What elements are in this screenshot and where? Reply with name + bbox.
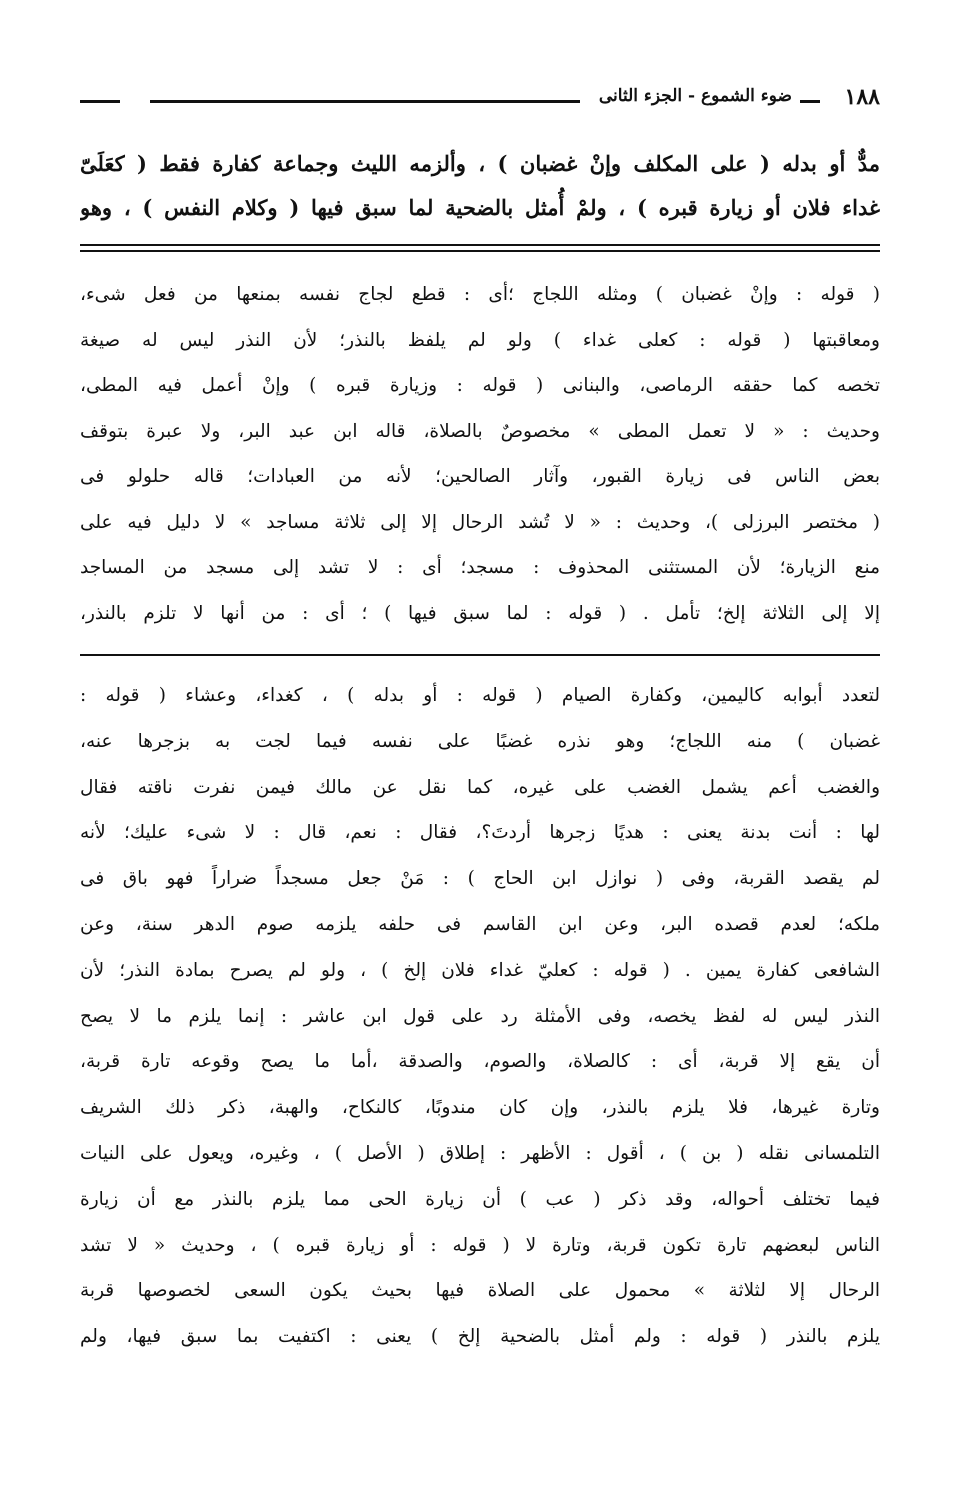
section-divider-rule	[80, 654, 880, 656]
commentary-line: والغضب أعم يشمل الغضب على غيره، كما نقل عن مالك فيمن نفرت ناقته فقال	[80, 776, 880, 798]
header-rule-end	[80, 100, 120, 103]
commentary-line: يلزم بالنذر ( قوله : ولم أمثل بالضحية إلخ ) يعنى : اكتفيت بما سبق فيها، ولم	[80, 1326, 880, 1348]
main-text-line: غداء فلان أو زيارة قبره ) ، ولمْ أُمثل بالضحية لما سبق فيها ( وكلام النفس ) ، وهو	[80, 195, 880, 220]
running-header	[80, 80, 880, 112]
commentary-line: وتارة غيرها، فلا يلزم بالنذر، وإن كان مندوبًا، كالنكاح، والهبة، ذكر ذلك الشريف	[80, 1097, 880, 1119]
commentary-section-1	[80, 272, 880, 636]
header-rule-long	[150, 100, 580, 103]
commentary-line: الرحال إلا لثلاثة » محمول على الصلاة فيها بحيث يكون السعى لخصوصها قربة	[80, 1280, 880, 1302]
double-rule-bottom	[80, 250, 880, 252]
commentary-line: منع الزيارة؛ لأن المستثنى المحذوف : مسجد؛ أى : لا تشد إلى مسجد من المساجد	[80, 557, 880, 578]
main-text-line: مدٌّ أو بدله ( على المكلف وإنْ غضبان ) ، وألزمه الليث وجماعة كفارة فقط ( كعَلَىّ	[80, 151, 880, 176]
double-rule-top	[80, 244, 880, 246]
commentary-line: ( مختصر البرزلى )، وحديث : « لا تُشد الرحال إلا إلى ثلاثة مساجد » لا دليل فيه على	[80, 511, 880, 533]
commentary-line: لتعدد أبوابه كاليمين، وكفارة الصيام ( قوله : أو بدله ) ، كغداء، وعشاء ( قوله :	[80, 685, 880, 706]
commentary-line: غضبان ) منه اللجاج؛ وهو نذره غضبًا على نفسه فيما لجت به بزجرها عنه،	[80, 730, 880, 752]
commentary-line: بعض الناس فى زيارة القبور، وآثار الصالحين؛ لأنه من العبادات؛ قاله حلولو فى	[80, 466, 880, 487]
commentary-line: التلمسانى نقله ( بن ) ، أقول : الأظهر : إطلاق ( الأصل ) ، وغيره، ويعول على النيات	[80, 1142, 880, 1164]
header-rule-short	[800, 100, 820, 103]
commentary-line: ملكه؛ لعدم قصده البر، وعن ابن القاسم فى حلفه يلزمه صوم الدهر سنة، وعن	[80, 913, 880, 935]
commentary-line: لها : أنت بدنة يعنى : هديًا زجرها أردتَ؟، فقال : نعم، قال : لا شىء عليك؛ لأنه	[80, 822, 880, 844]
commentary-line: ومعاقبتها ( قوله : كعلى غداء ) ولو لم يلفظ بالنذر؛ لأن النذر ليس له صيغة	[80, 329, 880, 351]
commentary-line: ( قوله : وإنْ غضبان ) ومثله اللجاج ؛أى : قطع لجاج نفسه بمنعها من فعل شىء،	[80, 284, 880, 305]
commentary-section-2	[80, 673, 880, 1360]
running-title: ضوء الشموع - الجزء الثانى	[598, 86, 792, 106]
commentary-line: تخصه كما حققه الرماصى، والبنانى ( قوله : وزيارة قبره ) وإنْ أعمل فيه المطى،	[80, 375, 880, 396]
commentary-line: فيما تختلف أحواله، وقد ذكر ( عب ) أن زيارة الحى مما يلزم بالنذر مع أن زيارة	[80, 1188, 880, 1210]
commentary-line: النذر ليس له لفظ يخصه، وفى الأمثلة رد على قول ابن عاشر : إنما يلزم ما لا يصح	[80, 1005, 880, 1027]
commentary-line: وحديث : « لا تعمل المطى » مخصوصٌ بالصلاة، قاله ابن عبد البر، ولا عبرة بتوقف	[80, 420, 880, 442]
commentary-line: إلا إلى الثلاثة إلخ؛ تأمل . ( قوله : لما سبق فيها ) ؛ أى : من أنها لا تلزم بالنذر،	[80, 602, 880, 624]
commentary-line: الشافعى كفارة يمين . ( قوله : كعليّ غداء فلان إلخ ) ، ولو لم يصرح بمادة النذر؛ لأن	[80, 959, 880, 981]
main-text	[80, 142, 880, 230]
commentary-line: لم يقصد القربة، وفى ( نوازل ابن الحاج ) : مَنْ جعل مسجداً ضراراً فهو باق فى	[80, 868, 880, 890]
page-number: ١٨٨	[844, 84, 880, 110]
commentary-line: أن يقع إلا قربة، أى : كالصلاة، والصوم، والصدقة ،أما ما يصح وقوعه تارة قربة،	[80, 1051, 880, 1073]
commentary-line: الناس لبعضهم تارة تكون قربة، وتارة لا ( قوله : أو زيارة قبره ) ، وحديث « لا تشد	[80, 1234, 880, 1256]
